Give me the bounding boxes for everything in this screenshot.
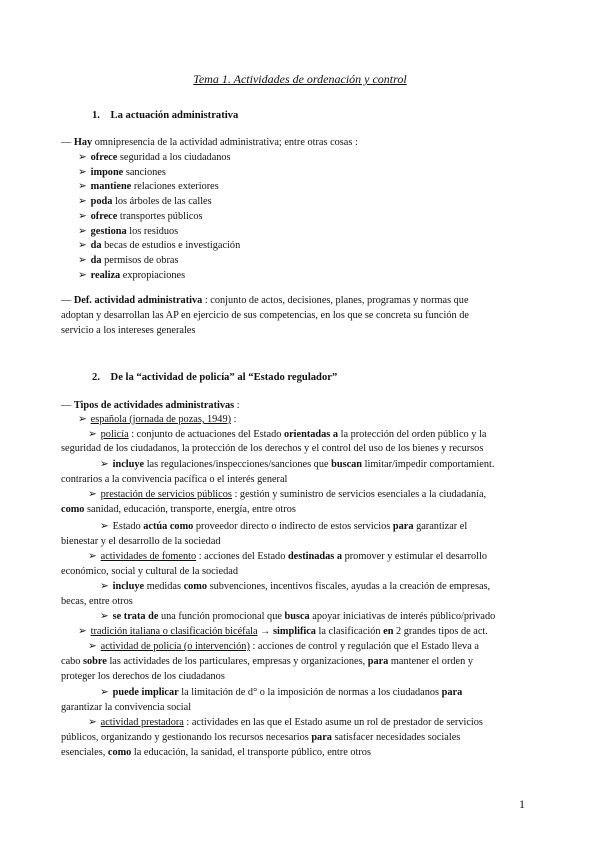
servicios-line-1 [88, 488, 486, 502]
text: subvenciones, incentivos fiscales, ayudas a la creación de empresas, [209, 581, 491, 592]
bold-term: ofrece [90, 152, 118, 163]
right-arrow-icon: → [260, 626, 271, 637]
bold-term: se trata de [112, 611, 159, 622]
policia-line-1 [88, 428, 486, 442]
arrow-bullet-icon: ➢ [88, 489, 97, 500]
bold-term: actúa como [143, 521, 194, 532]
text: las actividades de los particulares, empresas y organizaciones, [109, 656, 366, 667]
bold-term: busca [284, 611, 310, 622]
bold-term: orientadas a [283, 429, 339, 440]
text: : [233, 414, 237, 425]
page-number: 1 [519, 797, 525, 811]
text: la limitación de d° o la imposición de normas a los ciudadanos [181, 687, 440, 698]
text: la protección del orden público y la [340, 429, 487, 440]
servicios-line-3 [100, 520, 467, 534]
arrow-bullet-icon: ➢ [78, 240, 87, 252]
bullet-item [78, 269, 185, 283]
text: promover y estimular el desarrollo [344, 551, 487, 562]
text: 2 grandes tipos de act. [396, 626, 488, 637]
bold-term: Tipos de actividades administrativas [73, 400, 235, 411]
bold-term: en [383, 626, 394, 637]
text: limitar/impedir comportamient. [364, 459, 495, 470]
text: : gestión y suministro de servicios esenciales a la ciudadanía, [234, 489, 487, 500]
definition-line-3: servicio a los intereses generales [61, 325, 196, 336]
text: permisos de obras [104, 254, 179, 266]
underlined-term: actividad de policía (o intervención) [100, 641, 250, 652]
bullet-item [78, 180, 219, 194]
text: satisfacer necesidades sociales [334, 732, 461, 743]
text: : acciones de control y regulación que el Estado lleva a [252, 641, 479, 652]
arrow-bullet-icon: ➢ [78, 225, 87, 237]
dash: — [61, 137, 72, 148]
text: esenciales, [61, 747, 106, 758]
page-title: Tema 1. Actividades de ordenación y control [193, 72, 407, 86]
fomento-line-3 [100, 580, 490, 594]
bold-term: simplifica [273, 626, 316, 637]
arrow-bullet-icon: ➢ [88, 551, 97, 562]
fomento-line-2: económico, social y cultural de la sociedad [61, 566, 238, 577]
arrow-bullet-icon: ➢ [78, 166, 87, 178]
text: las regulaciones/inspecciones/sanciones que [146, 459, 329, 470]
heading-text: De la “actividad de policía” al “Estado regulador” [110, 372, 338, 383]
policia-int-line-5: garantizar la convivencia social [61, 702, 192, 713]
arrow-bullet-icon: ➢ [78, 152, 87, 163]
text: medidas [146, 581, 182, 592]
bold-term: incluye [112, 459, 145, 470]
text: proveedor directo o indirecto de estos servicios [195, 521, 391, 532]
bold-term: mantiene [90, 181, 132, 193]
text: : conjunto de actos, decisiones, planes, programas y normas que [204, 295, 469, 306]
bullet-item [78, 225, 178, 239]
prestadora-line-2 [61, 731, 460, 745]
text: los árboles de las calles [114, 196, 212, 208]
arrow-bullet-icon: ➢ [100, 521, 109, 532]
bold-term: puede implicar [112, 687, 179, 698]
tipos-line [61, 399, 240, 413]
underlined-term: española (jornada de pozas, 1949) [90, 414, 232, 425]
text: becas de estudios e investigación [104, 240, 241, 252]
text: expropiaciones [122, 269, 186, 281]
text: omnipresencia de la actividad administrativa; entre otras cosas : [94, 137, 358, 148]
fomento-line-5 [100, 610, 495, 624]
policia-int-line-4 [100, 686, 462, 700]
bold-term: para [441, 687, 463, 698]
bold-term: Def. actividad administrativa [73, 295, 203, 306]
underlined-term: actividad prestadora [100, 717, 184, 728]
text: sanidad, educación, transporte, energía, entre otros [87, 504, 296, 515]
bold-term: ofrece [90, 210, 118, 222]
arrow-bullet-icon: ➢ [78, 269, 87, 281]
bullet-item [78, 166, 166, 180]
arrow-bullet-icon: ➢ [78, 254, 87, 266]
arrow-bullet-icon: ➢ [100, 611, 109, 622]
policia-int-line-2 [61, 655, 473, 669]
heading-number: 2. [92, 372, 100, 383]
arrow-bullet-icon: ➢ [88, 717, 97, 728]
text: apoyar iniciativas de interés público/privado [312, 611, 496, 622]
heading-text: La actuación administrativa [110, 110, 239, 121]
policia-line-3 [100, 458, 494, 472]
italiana-line [78, 625, 488, 639]
bold-term: sobre [83, 656, 107, 667]
bold-term: da [90, 254, 102, 266]
text: la clasificación [318, 626, 381, 637]
policia-int-line-3: proteger los derechos de los ciudadanos [61, 671, 225, 682]
text: públicos, organizando y gestionando los recursos necesarios [61, 732, 309, 743]
text: Estado [112, 521, 141, 532]
arrow-bullet-icon: ➢ [100, 459, 109, 470]
text: garantizar el [416, 521, 468, 532]
underlined-term: policía [100, 429, 129, 440]
fomento-line-1 [88, 550, 487, 564]
bold-term: para [311, 732, 332, 743]
text: cabo [61, 656, 81, 667]
arrow-bullet-icon: ➢ [100, 687, 109, 698]
arrow-bullet-icon: ➢ [100, 581, 109, 592]
bullet-item [78, 195, 212, 209]
policia-line-4: contrarios a la convivencia pacífica o el interés general [61, 474, 288, 485]
bold-term: para [367, 656, 389, 667]
bold-term: impone [90, 166, 124, 178]
heading-number: 1. [92, 110, 100, 121]
prestadora-line-1 [88, 716, 483, 730]
arrow-bullet-icon: ➢ [78, 210, 87, 222]
bold-term: realiza [90, 269, 121, 281]
text: relaciones exteriores [133, 181, 219, 193]
paragraph-hay [61, 136, 358, 150]
arrow-bullet-icon: ➢ [88, 429, 97, 440]
text: : [236, 400, 240, 411]
arrow-bullet-icon: ➢ [78, 626, 87, 637]
underlined-term: tradición italiana o clasificación bicéfala [90, 626, 258, 637]
espanola-line [78, 413, 236, 427]
bold-term: buscan [331, 459, 363, 470]
bullet-item [78, 254, 178, 268]
bold-term: da [90, 240, 102, 252]
dash: — [61, 400, 72, 411]
text: sanciones [125, 166, 166, 178]
definition-line-2: adoptan y desarrollan las AP en ejercicio de sus competencias, en los que se concreta su función de [61, 310, 469, 321]
text: : actividades en las que el Estado asume un rol de prestador de servicios [186, 717, 483, 728]
section-heading-2 [92, 371, 337, 385]
underlined-term: actividades de fomento [100, 551, 197, 562]
prestadora-line-3 [61, 746, 371, 760]
arrow-bullet-icon: ➢ [78, 196, 87, 208]
bold-term: como [183, 581, 208, 592]
bold-term: poda [90, 196, 113, 208]
text: : conjunto de actuaciones del Estado [131, 429, 282, 440]
definition-line-1 [61, 294, 469, 308]
bold-term: para [392, 521, 414, 532]
text: la educación, la sanidad, el transporte público, entre otros [133, 747, 371, 758]
bold-term: incluye [112, 581, 145, 592]
arrow-bullet-icon: ➢ [88, 641, 97, 652]
fomento-line-4: becas, entre otros [61, 596, 133, 607]
underlined-term: prestación de servicios públicos [100, 489, 232, 500]
text: una función promocional que [160, 611, 282, 622]
text: transportes públicos [119, 210, 203, 222]
bold-term: gestiona [90, 225, 127, 237]
arrow-bullet-icon: ➢ [78, 414, 87, 425]
text: : acciones del Estado [198, 551, 286, 562]
bold-term: como [107, 747, 132, 758]
text: los residuos [129, 225, 179, 237]
arrow-bullet-icon: ➢ [78, 181, 87, 193]
bullet-item [78, 239, 240, 253]
dash: — [61, 295, 72, 306]
bullet-item [78, 151, 231, 165]
servicios-line-2 [61, 503, 296, 517]
bold-term: Hay [73, 137, 93, 148]
policia-int-line-1 [88, 640, 479, 654]
policia-line-2: seguridad de los ciudadanos, la protección de los derechos y el control del uso de los bienes y recursos [61, 443, 484, 454]
text: mantener el orden y [390, 656, 473, 667]
bold-term: como [61, 504, 85, 515]
bold-term: destinadas a [287, 551, 343, 562]
text: seguridad a los ciudadanos [119, 152, 231, 163]
bullet-item [78, 210, 203, 224]
section-heading-1 [92, 109, 238, 123]
servicios-line-4: bienestar y el desarrollo de la sociedad [61, 536, 221, 547]
